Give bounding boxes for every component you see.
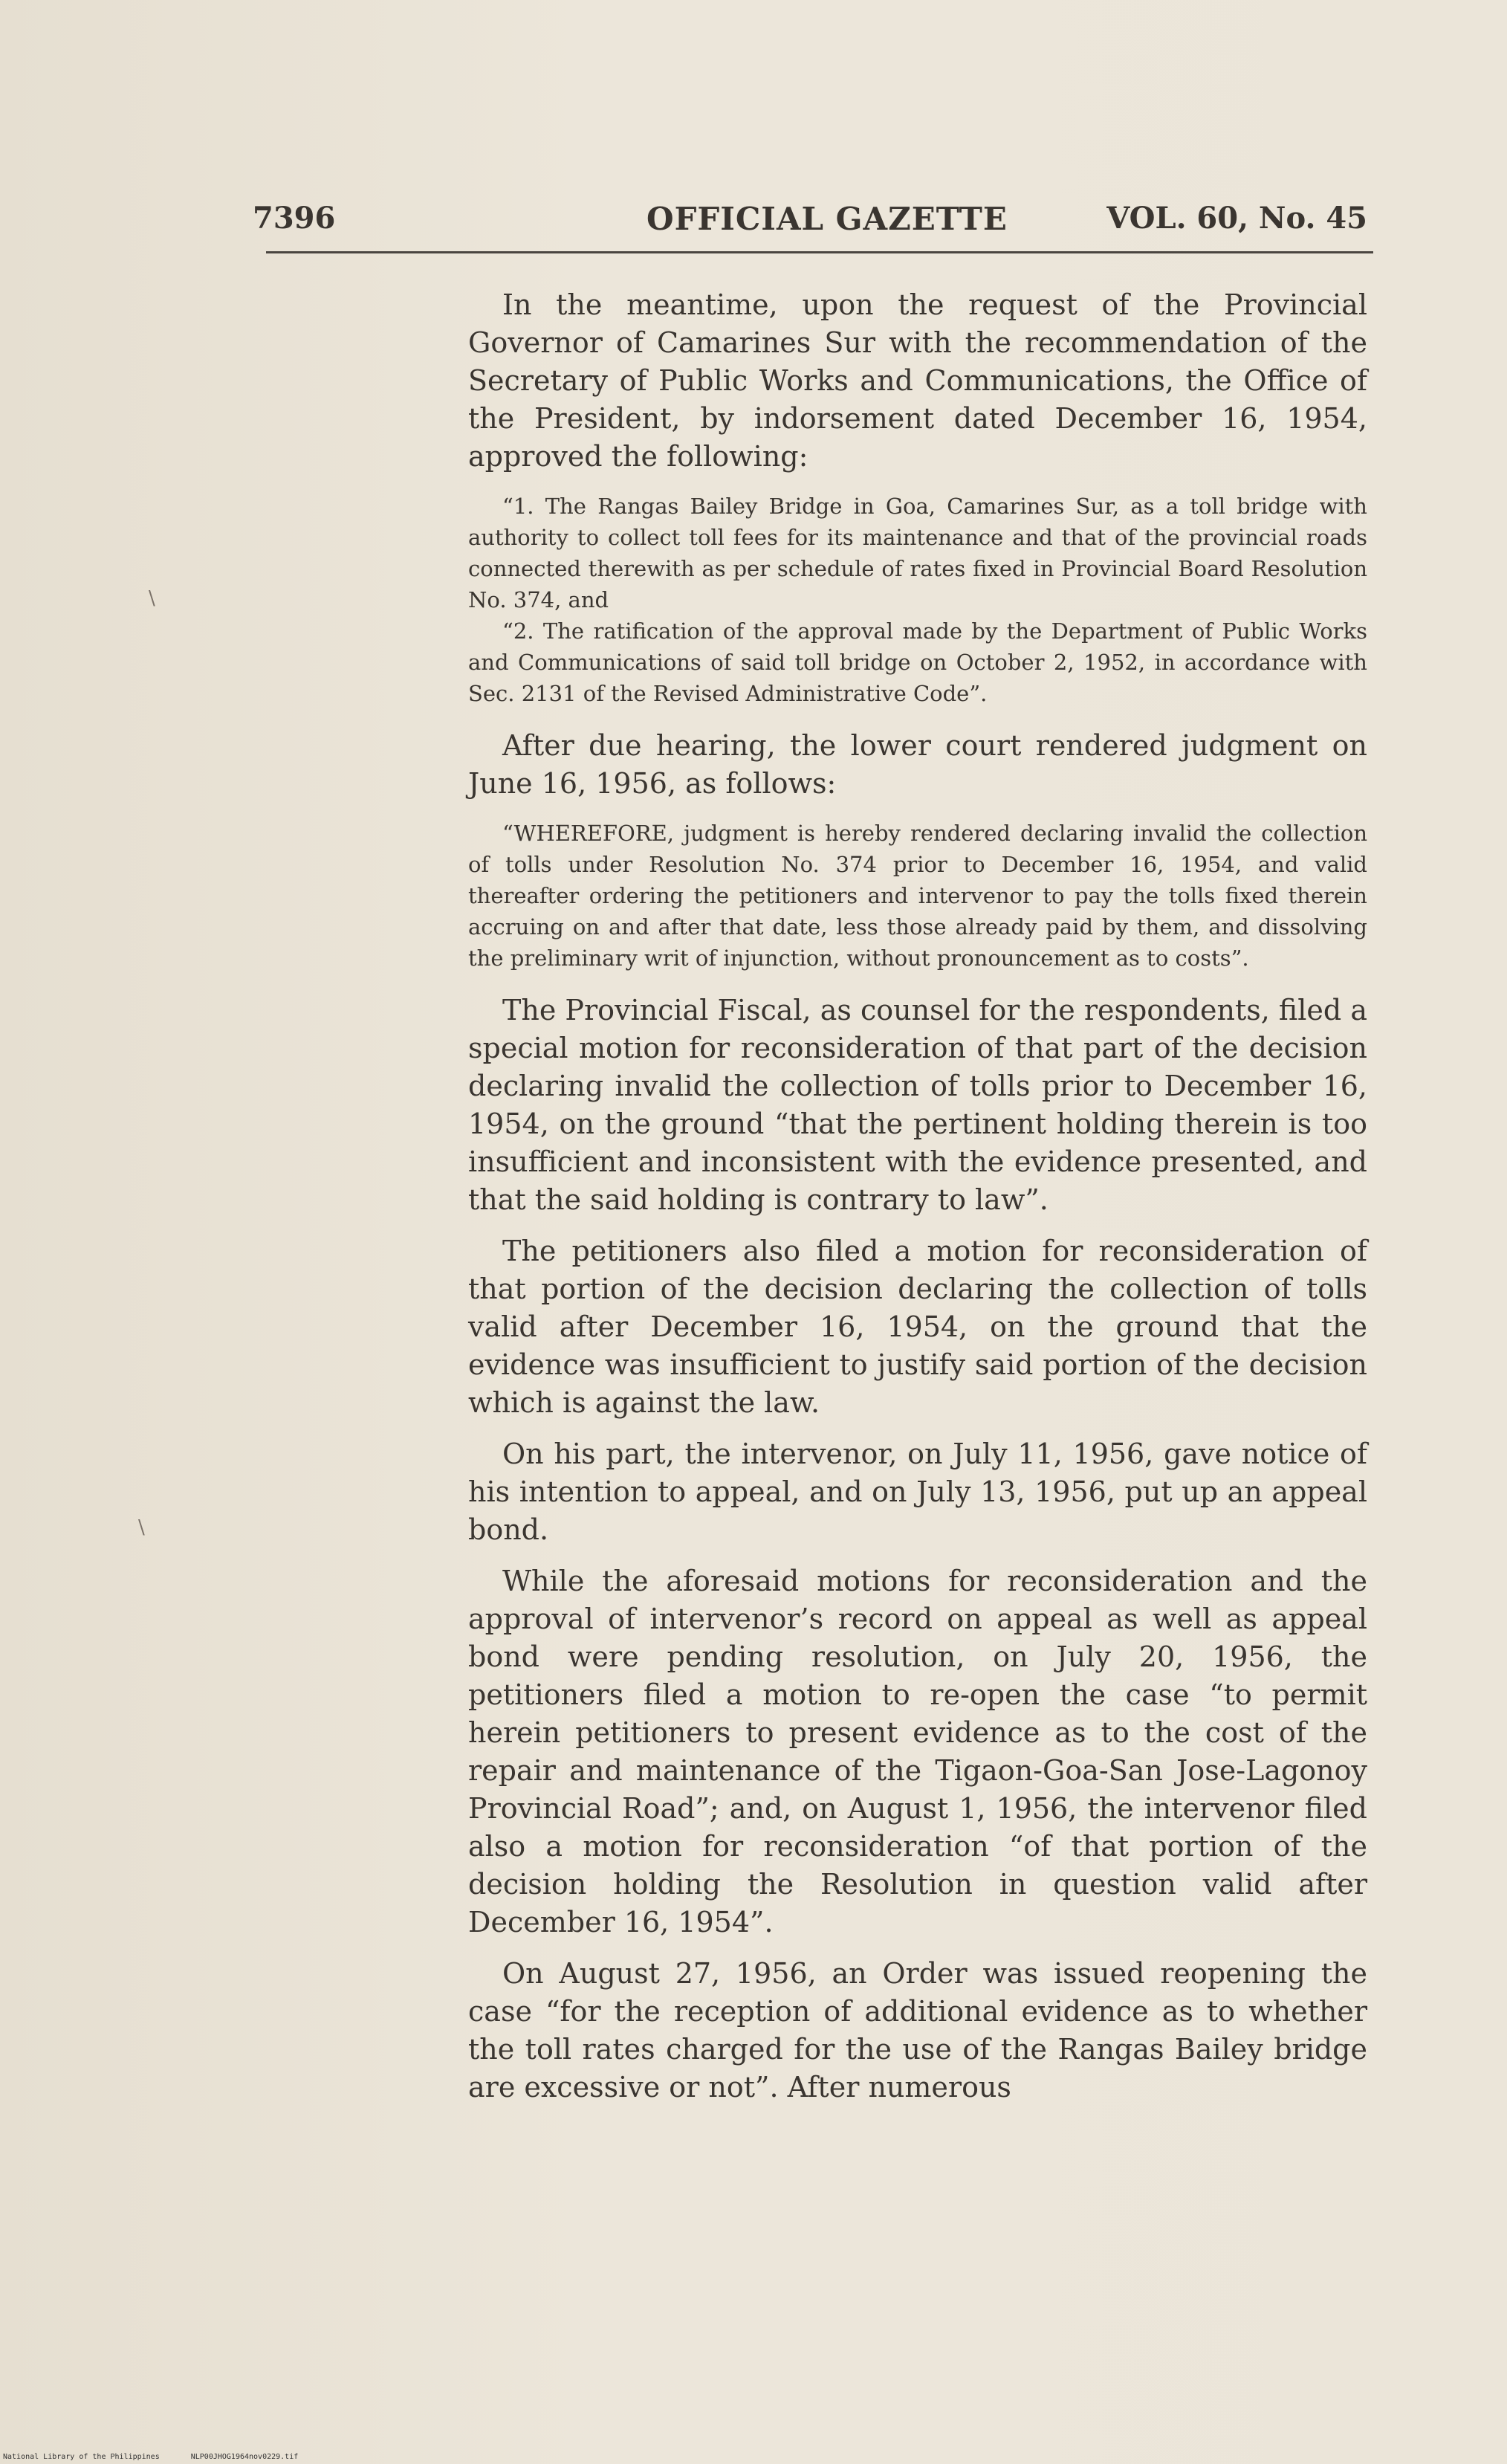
paragraph: While the aforesaid motions for reconsideration and the approval of intervenor’s record on appeal as well as appeal bond were pending resolution, on July 20, 1956, the petitioners filed a motion to re-open the case “to permit herein petitioners to present evidence as to the cost of the repair and maintenance of the Tigaon-Goa-San Jose-Lagonoy Provincial Road”; and, on August 1, 1956, the intervenor filed also a motion for reconsideration “of that portion of the decision holding the Resolution in question valid after December 16, 1954”. [468, 1565, 1367, 1938]
article-body [468, 286, 1367, 2120]
block-quote [468, 818, 1367, 974]
paragraph: On his part, the intervenor, on July 11, 1956, gave notice of his intention to appeal, and on July 13, 1956, put up an appeal bond. [468, 1438, 1367, 1546]
publication-title: OFFICIAL GAZETTE [646, 201, 1008, 237]
library-credit: National Library of the Philippines [3, 2453, 160, 2461]
page-header [253, 201, 1367, 245]
quote-paragraph: “2. The ratification of the approval made by the Department of Public Works and Communications of said toll bridge on October 2, 1952, in accordance with Sec. 2131 of the Revised Administrative Code”. [468, 618, 1367, 706]
paragraph: In the meantime, upon the request of the Provincial Governor of Camarines Sur with the recommendation of the Secretary of Public Works and Communications, the Office of the President, by indorsement dated December 16, 1954, approved the following: [468, 288, 1367, 473]
volume-number: VOL. 60, No. 45 [1106, 201, 1367, 236]
scan-footer [3, 2453, 325, 2461]
block-quote [468, 491, 1367, 709]
margin-mark: \ [138, 1516, 145, 1539]
page-number: 7396 [253, 201, 336, 236]
header-rule [266, 251, 1373, 253]
paragraph: The Provincial Fiscal, as counsel for the respondents, filed a special motion for reconsideration of that part of the decision declaring invalid the collection of tolls prior to December 16, 1954, on the ground “that the pertinent holding therein is too insufficient and inconsistent with the evidence presented, and that the said holding is contrary to law”. [468, 994, 1367, 1216]
file-name: NLP00JHOG1964nov0229.tif [190, 2453, 299, 2461]
quote-lead: “WHEREFORE, [502, 821, 675, 846]
quote-paragraph [468, 818, 1367, 974]
paragraph: The petitioners also filed a motion for reconsideration of that portion of the decision declaring the collection of tolls valid after December 16, 1954, on the ground that the evidence was insufficient to justify said portion of the decision which is against the law. [468, 1235, 1367, 1419]
paragraph: On August 27, 1956, an Order was issued reopening the case “for the reception of additional evidence as to whether the toll rates charged for the use of the Rangas Bailey bridge are excessive or not”. After numerous [468, 1957, 1367, 2104]
margin-mark: \ [149, 587, 155, 609]
quote-text: judgment is hereby rendered declaring invalid the collection of tolls under Resolution No. 374 prior to December 16, 1954, and valid thereafter ordering the petitioners and intervenor to pay the tolls fixed therein accruing on and after that date, less those already paid by them, and dissolving the preliminary writ of injunction, without pronouncement as to costs”. [468, 821, 1367, 971]
quote-paragraph: “1. The Rangas Bailey Bridge in Goa, Camarines Sur, as a toll bridge with authority to collect toll fees for its maintenance and that of the provincial roads connected therewith as per schedule of rates fixed in Provincial Board Resolution No. 374, and [468, 494, 1367, 612]
paragraph: After due hearing, the lower court rendered judgment on June 16, 1956, as follows: [468, 729, 1367, 800]
